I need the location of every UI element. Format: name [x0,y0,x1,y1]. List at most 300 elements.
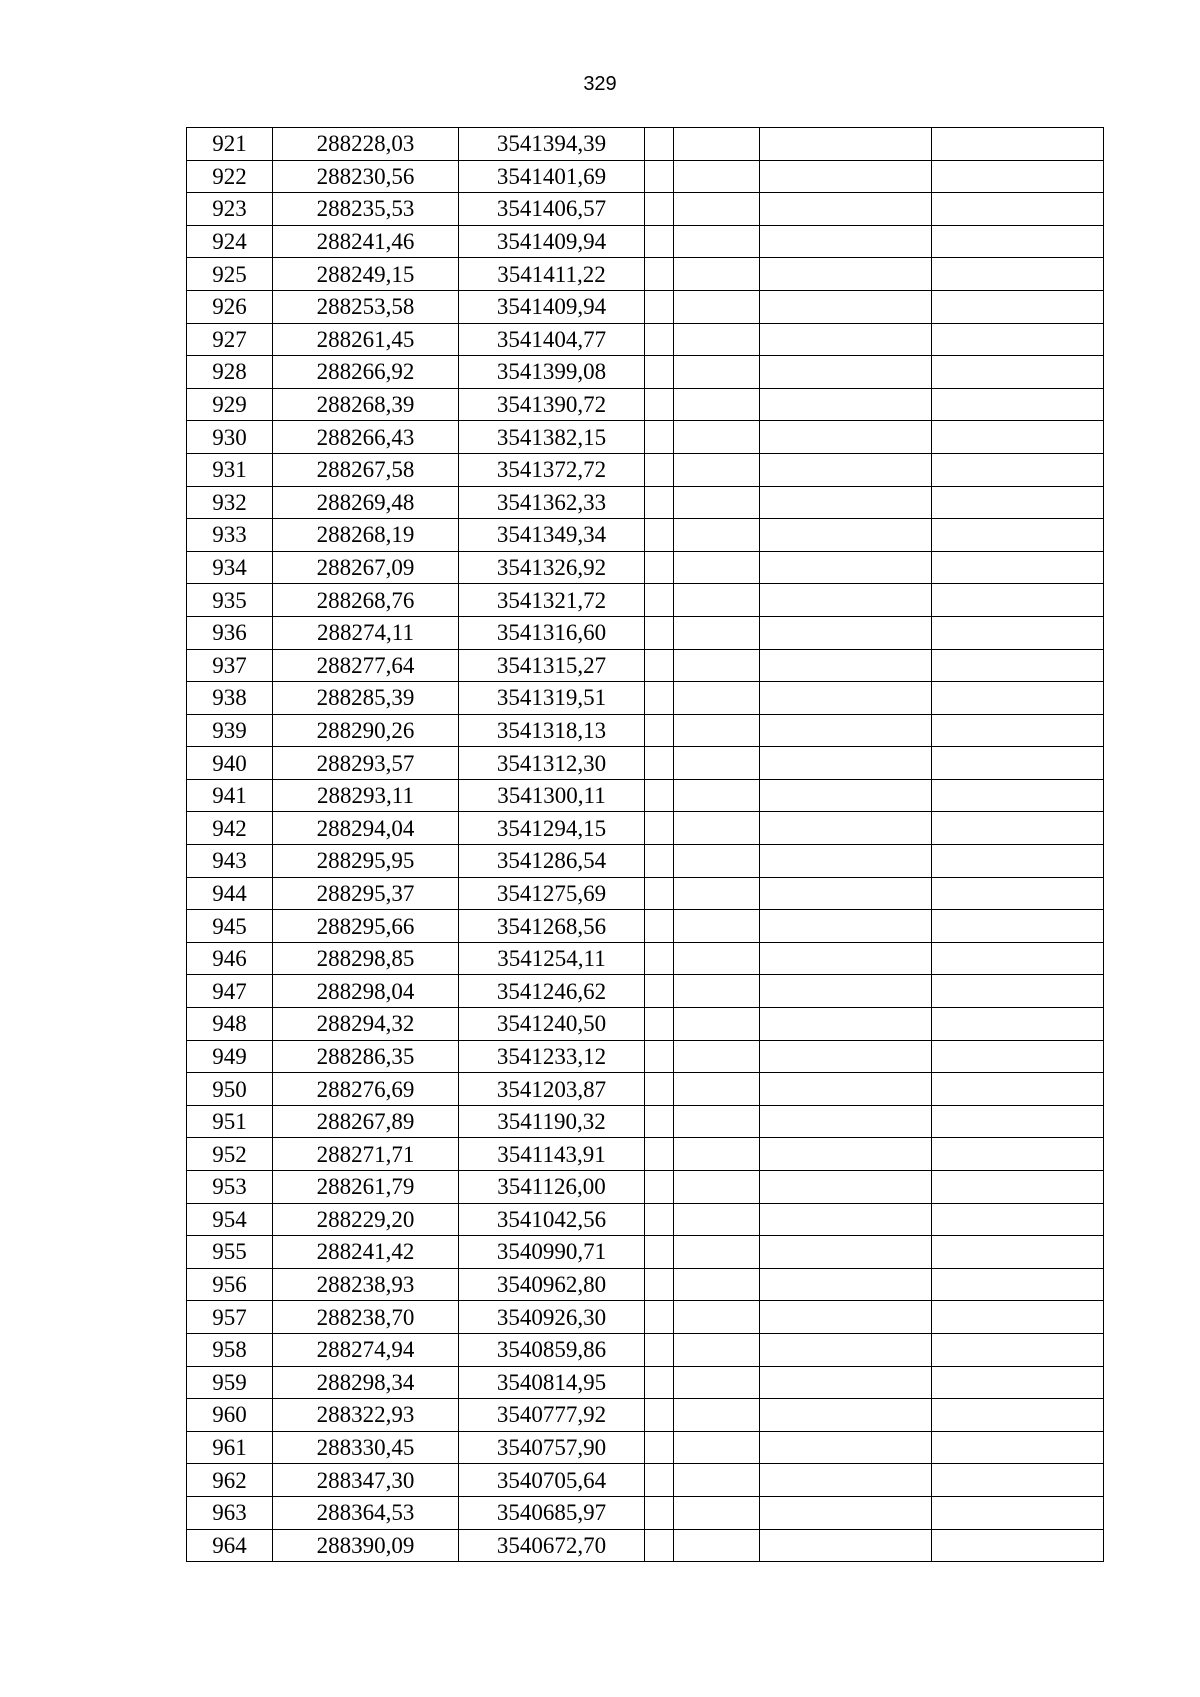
empty-cell [645,1464,674,1497]
table-row [187,812,1104,845]
empty-cell [932,910,1104,943]
empty-cell [674,845,760,878]
table-row [187,747,1104,780]
table-row [187,551,1104,584]
empty-cell [674,1008,760,1041]
empty-cell [645,714,674,747]
empty-cell [932,616,1104,649]
y-coordinate-cell: 3541268,56 [459,910,645,943]
empty-cell [645,1268,674,1301]
empty-cell [674,1040,760,1073]
empty-cell [674,1268,760,1301]
table-row [187,225,1104,258]
empty-cell [760,128,932,161]
table-row [187,1431,1104,1464]
empty-cell [760,1496,932,1529]
point-number-cell: 931 [187,453,273,486]
y-coordinate-cell: 3540990,71 [459,1236,645,1269]
empty-cell [760,551,932,584]
empty-cell [674,160,760,193]
y-coordinate-cell: 3541254,11 [459,942,645,975]
empty-cell [932,356,1104,389]
empty-cell [932,290,1104,323]
table-row [187,714,1104,747]
y-coordinate-cell: 3541275,69 [459,877,645,910]
empty-cell [674,193,760,226]
empty-cell [645,1203,674,1236]
empty-cell [645,323,674,356]
empty-cell [674,388,760,421]
empty-cell [760,225,932,258]
point-number-cell: 924 [187,225,273,258]
empty-cell [645,812,674,845]
point-number-cell: 936 [187,616,273,649]
empty-cell [674,290,760,323]
table-row [187,1008,1104,1041]
x-coordinate-cell: 288364,53 [273,1496,459,1529]
empty-cell [674,584,760,617]
point-number-cell: 933 [187,519,273,552]
x-coordinate-cell: 288249,15 [273,258,459,291]
x-coordinate-cell: 288286,35 [273,1040,459,1073]
empty-cell [645,1171,674,1204]
empty-cell [760,1040,932,1073]
empty-cell [674,225,760,258]
empty-cell [674,1431,760,1464]
empty-cell [932,1040,1104,1073]
empty-cell [645,845,674,878]
empty-cell [760,1431,932,1464]
empty-cell [760,877,932,910]
y-coordinate-cell: 3541349,34 [459,519,645,552]
x-coordinate-cell: 288266,92 [273,356,459,389]
empty-cell [932,1399,1104,1432]
y-coordinate-cell: 3541326,92 [459,551,645,584]
empty-cell [760,942,932,975]
table-row [187,1040,1104,1073]
y-coordinate-cell: 3541319,51 [459,682,645,715]
x-coordinate-cell: 288330,45 [273,1431,459,1464]
empty-cell [674,258,760,291]
y-coordinate-cell: 3540926,30 [459,1301,645,1334]
empty-cell [674,356,760,389]
empty-cell [645,128,674,161]
x-coordinate-cell: 288290,26 [273,714,459,747]
y-coordinate-cell: 3541404,77 [459,323,645,356]
y-coordinate-cell: 3541190,32 [459,1105,645,1138]
point-number-cell: 928 [187,356,273,389]
empty-cell [932,877,1104,910]
empty-cell [674,1366,760,1399]
y-coordinate-cell: 3540672,70 [459,1529,645,1562]
empty-cell [674,519,760,552]
x-coordinate-cell: 288390,09 [273,1529,459,1562]
x-coordinate-cell: 288295,37 [273,877,459,910]
empty-cell [760,1008,932,1041]
point-number-cell: 949 [187,1040,273,1073]
empty-cell [760,714,932,747]
empty-cell [645,1040,674,1073]
empty-cell [645,682,674,715]
empty-cell [932,225,1104,258]
point-number-cell: 926 [187,290,273,323]
empty-cell [674,1073,760,1106]
x-coordinate-cell: 288295,95 [273,845,459,878]
x-coordinate-cell: 288261,45 [273,323,459,356]
table-row [187,356,1104,389]
empty-cell [674,975,760,1008]
table-row [187,1366,1104,1399]
y-coordinate-cell: 3541126,00 [459,1171,645,1204]
empty-cell [674,616,760,649]
empty-cell [760,1529,932,1562]
empty-cell [932,258,1104,291]
empty-cell [760,1105,932,1138]
table-row [187,1171,1104,1204]
empty-cell [760,1301,932,1334]
y-coordinate-cell: 3540814,95 [459,1366,645,1399]
empty-cell [760,910,932,943]
empty-cell [932,584,1104,617]
empty-cell [645,1529,674,1562]
y-coordinate-cell: 3541372,72 [459,453,645,486]
empty-cell [932,1464,1104,1497]
x-coordinate-cell: 288238,70 [273,1301,459,1334]
y-coordinate-cell: 3541294,15 [459,812,645,845]
x-coordinate-cell: 288228,03 [273,128,459,161]
table-row [187,1105,1104,1138]
point-number-cell: 948 [187,1008,273,1041]
empty-cell [760,1366,932,1399]
table-row [187,1138,1104,1171]
empty-cell [760,1464,932,1497]
empty-cell [760,1333,932,1366]
table-row [187,1236,1104,1269]
empty-cell [645,1138,674,1171]
x-coordinate-cell: 288271,71 [273,1138,459,1171]
point-number-cell: 945 [187,910,273,943]
empty-cell [674,1496,760,1529]
x-coordinate-cell: 288294,32 [273,1008,459,1041]
point-number-cell: 957 [187,1301,273,1334]
point-number-cell: 941 [187,779,273,812]
empty-cell [932,323,1104,356]
point-number-cell: 955 [187,1236,273,1269]
empty-cell [760,356,932,389]
empty-cell [932,812,1104,845]
table-row [187,584,1104,617]
x-coordinate-cell: 288269,48 [273,486,459,519]
empty-cell [674,551,760,584]
y-coordinate-cell: 3541382,15 [459,421,645,454]
point-number-cell: 950 [187,1073,273,1106]
x-coordinate-cell: 288285,39 [273,682,459,715]
x-coordinate-cell: 288268,39 [273,388,459,421]
empty-cell [760,421,932,454]
empty-cell [760,1203,932,1236]
empty-cell [674,453,760,486]
table-row [187,616,1104,649]
empty-cell [932,1366,1104,1399]
empty-cell [674,1301,760,1334]
empty-cell [645,1496,674,1529]
y-coordinate-cell: 3540777,92 [459,1399,645,1432]
table-row [187,323,1104,356]
empty-cell [645,356,674,389]
x-coordinate-cell: 288295,66 [273,910,459,943]
empty-cell [645,1073,674,1106]
empty-cell [674,1138,760,1171]
empty-cell [932,519,1104,552]
point-number-cell: 925 [187,258,273,291]
empty-cell [760,1236,932,1269]
table-row [187,290,1104,323]
table-row [187,486,1104,519]
y-coordinate-cell: 3541321,72 [459,584,645,617]
page-number: 329 [583,73,617,95]
empty-cell [674,1529,760,1562]
empty-cell [932,1301,1104,1334]
empty-cell [932,1008,1104,1041]
empty-cell [932,1431,1104,1464]
empty-cell [760,1399,932,1432]
empty-cell [645,616,674,649]
empty-cell [760,1138,932,1171]
point-number-cell: 963 [187,1496,273,1529]
x-coordinate-cell: 288274,94 [273,1333,459,1366]
empty-cell [932,1333,1104,1366]
point-number-cell: 929 [187,388,273,421]
table-row [187,388,1104,421]
empty-cell [645,551,674,584]
empty-cell [645,747,674,780]
y-coordinate-cell: 3541409,94 [459,290,645,323]
empty-cell [645,1008,674,1041]
table-row [187,1301,1104,1334]
empty-cell [760,747,932,780]
empty-cell [645,388,674,421]
empty-cell [645,1333,674,1366]
table-body [187,128,1104,1562]
y-coordinate-cell: 3540705,64 [459,1464,645,1497]
empty-cell [932,649,1104,682]
empty-cell [645,779,674,812]
empty-cell [760,290,932,323]
x-coordinate-cell: 288241,46 [273,225,459,258]
empty-cell [760,1268,932,1301]
x-coordinate-cell: 288261,79 [273,1171,459,1204]
y-coordinate-cell: 3541286,54 [459,845,645,878]
empty-cell [932,1268,1104,1301]
empty-cell [645,1301,674,1334]
empty-cell [674,747,760,780]
point-number-cell: 935 [187,584,273,617]
empty-cell [674,714,760,747]
empty-cell [674,877,760,910]
point-number-cell: 960 [187,1399,273,1432]
y-coordinate-cell: 3541318,13 [459,714,645,747]
y-coordinate-cell: 3541406,57 [459,193,645,226]
table-row [187,453,1104,486]
table-row [187,1496,1104,1529]
empty-cell [932,1105,1104,1138]
x-coordinate-cell: 288267,89 [273,1105,459,1138]
x-coordinate-cell: 288294,04 [273,812,459,845]
table-row [187,160,1104,193]
x-coordinate-cell: 288277,64 [273,649,459,682]
table-row [187,845,1104,878]
empty-cell [760,519,932,552]
empty-cell [932,747,1104,780]
x-coordinate-cell: 288266,43 [273,421,459,454]
table-row [187,1073,1104,1106]
point-number-cell: 937 [187,649,273,682]
empty-cell [760,649,932,682]
empty-cell [932,714,1104,747]
x-coordinate-cell: 288293,11 [273,779,459,812]
empty-cell [760,1171,932,1204]
x-coordinate-cell: 288267,09 [273,551,459,584]
y-coordinate-cell: 3541203,87 [459,1073,645,1106]
y-coordinate-cell: 3540685,97 [459,1496,645,1529]
point-number-cell: 958 [187,1333,273,1366]
y-coordinate-cell: 3541401,69 [459,160,645,193]
x-coordinate-cell: 288274,11 [273,616,459,649]
x-coordinate-cell: 288268,76 [273,584,459,617]
empty-cell [645,1399,674,1432]
empty-cell [645,975,674,1008]
point-number-cell: 921 [187,128,273,161]
point-number-cell: 953 [187,1171,273,1204]
empty-cell [932,453,1104,486]
point-number-cell: 930 [187,421,273,454]
empty-cell [932,486,1104,519]
y-coordinate-cell: 3541300,11 [459,779,645,812]
table-row [187,682,1104,715]
empty-cell [645,1105,674,1138]
x-coordinate-cell: 288241,42 [273,1236,459,1269]
x-coordinate-cell: 288238,93 [273,1268,459,1301]
point-number-cell: 940 [187,747,273,780]
empty-cell [932,551,1104,584]
empty-cell [645,160,674,193]
table-row [187,1399,1104,1432]
y-coordinate-cell: 3540757,90 [459,1431,645,1464]
empty-cell [760,160,932,193]
point-number-cell: 939 [187,714,273,747]
point-number-cell: 934 [187,551,273,584]
y-coordinate-cell: 3540962,80 [459,1268,645,1301]
point-number-cell: 923 [187,193,273,226]
y-coordinate-cell: 3541399,08 [459,356,645,389]
empty-cell [760,779,932,812]
x-coordinate-cell: 288298,85 [273,942,459,975]
empty-cell [932,1073,1104,1106]
y-coordinate-cell: 3541312,30 [459,747,645,780]
y-coordinate-cell: 3541246,62 [459,975,645,1008]
table-row [187,649,1104,682]
empty-cell [674,649,760,682]
table-row [187,1333,1104,1366]
empty-cell [645,1366,674,1399]
empty-cell [645,421,674,454]
table-row [187,519,1104,552]
x-coordinate-cell: 288298,04 [273,975,459,1008]
empty-cell [674,421,760,454]
table-row [187,1464,1104,1497]
empty-cell [674,942,760,975]
empty-cell [645,877,674,910]
empty-cell [932,779,1104,812]
point-number-cell: 961 [187,1431,273,1464]
empty-cell [645,453,674,486]
empty-cell [760,845,932,878]
y-coordinate-cell: 3540859,86 [459,1333,645,1366]
empty-cell [760,323,932,356]
x-coordinate-cell: 288293,57 [273,747,459,780]
point-number-cell: 943 [187,845,273,878]
empty-cell [932,1138,1104,1171]
point-number-cell: 944 [187,877,273,910]
empty-cell [674,1236,760,1269]
table-row [187,1268,1104,1301]
empty-cell [674,779,760,812]
empty-cell [760,1073,932,1106]
empty-cell [674,682,760,715]
empty-cell [932,1203,1104,1236]
x-coordinate-cell: 288235,53 [273,193,459,226]
x-coordinate-cell: 288298,34 [273,1366,459,1399]
empty-cell [932,942,1104,975]
empty-cell [760,975,932,1008]
point-number-cell: 956 [187,1268,273,1301]
point-number-cell: 951 [187,1105,273,1138]
empty-cell [760,584,932,617]
x-coordinate-cell: 288322,93 [273,1399,459,1432]
table-row [187,779,1104,812]
y-coordinate-cell: 3541240,50 [459,1008,645,1041]
empty-cell [932,193,1104,226]
x-coordinate-cell: 288347,30 [273,1464,459,1497]
empty-cell [645,942,674,975]
table-row [187,910,1104,943]
empty-cell [645,1236,674,1269]
y-coordinate-cell: 3541362,33 [459,486,645,519]
y-coordinate-cell: 3541411,22 [459,258,645,291]
point-number-cell: 922 [187,160,273,193]
empty-cell [674,910,760,943]
empty-cell [645,1431,674,1464]
table-row [187,877,1104,910]
point-number-cell: 962 [187,1464,273,1497]
empty-cell [645,258,674,291]
point-number-cell: 954 [187,1203,273,1236]
empty-cell [674,486,760,519]
empty-cell [645,193,674,226]
empty-cell [932,1236,1104,1269]
empty-cell [645,486,674,519]
empty-cell [760,812,932,845]
point-number-cell: 938 [187,682,273,715]
empty-cell [760,193,932,226]
empty-cell [645,584,674,617]
x-coordinate-cell: 288267,58 [273,453,459,486]
y-coordinate-cell: 3541316,60 [459,616,645,649]
point-number-cell: 964 [187,1529,273,1562]
table-row [187,258,1104,291]
empty-cell [932,845,1104,878]
empty-cell [760,486,932,519]
